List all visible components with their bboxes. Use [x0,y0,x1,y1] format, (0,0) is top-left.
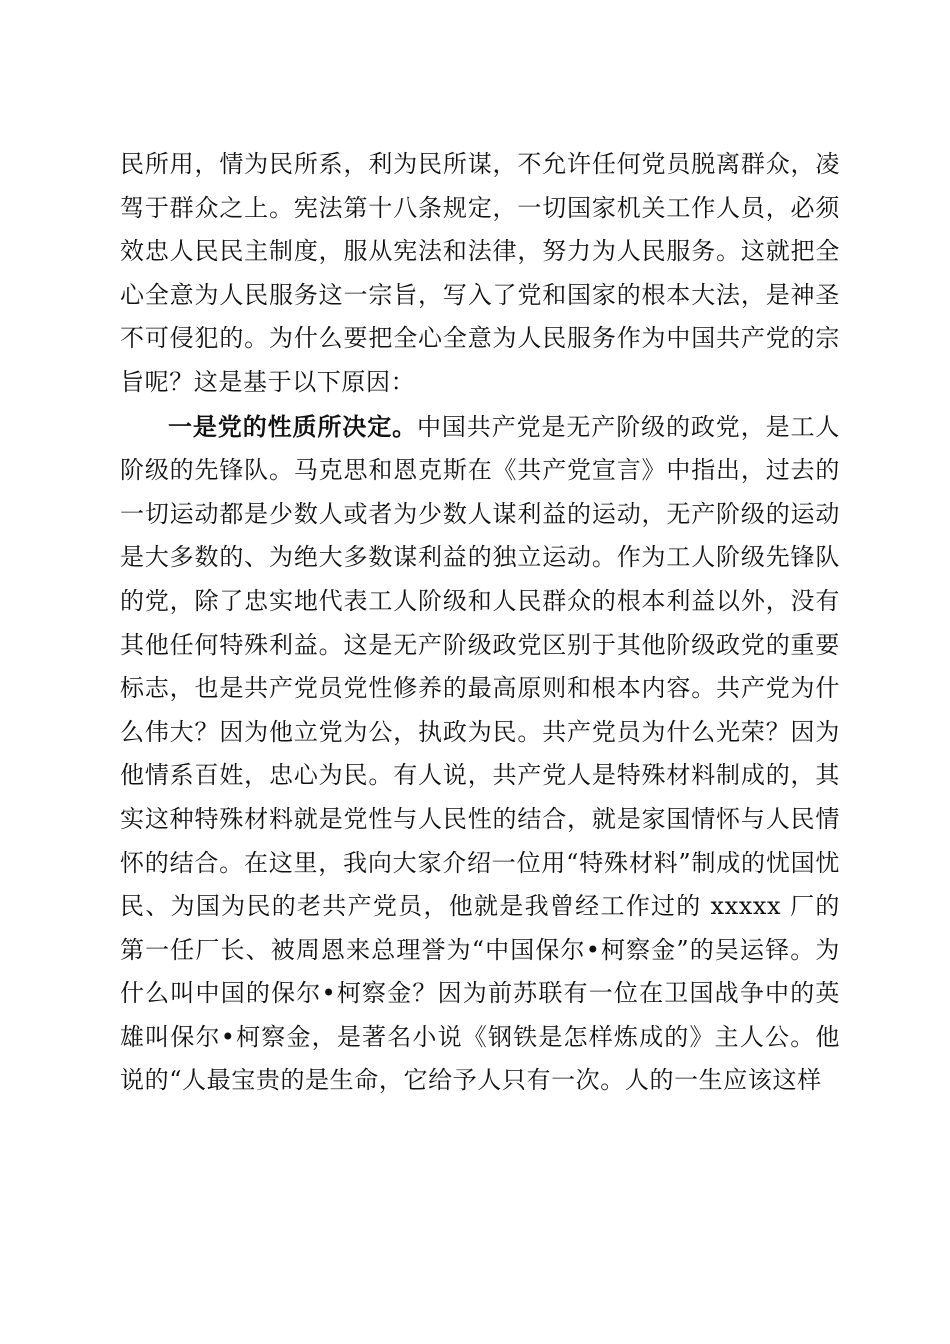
paragraph-1: 民所用，情为民所系，利为民所谋，不允许任何党员脱离群众，凌驾于群众之上。宪法第十八条规定，一切国家机关工作人员，必须效忠人民民主制度，服从宪法和法律，努力为人民服务。这就把全心全意为人民服务这一宗旨，写入了党和国家的根本大法，是神圣不可侵犯的。为什么要把全心全意为人民服务作为中国共产党的宗旨呢？这是基于以下原因： [120,150,840,396]
paragraph-2-lead: 一是党的性质所决定。 [168,411,417,441]
body-text [120,143,840,1103]
paragraph-2 [120,405,840,1104]
paragraph-2-body: 中国共产党是无产阶级的政党，是工人阶级的先锋队。马克思和恩克斯在《共产党宣言》中指出，过去的一切运动都是少数人或者为少数人谋利益的运动，无产阶级的运动是大多数的、为绝大多数谋利益的独立运动。作为工人阶级先锋队的党，除了忠实地代表工人阶级和人民群众的根本利益以外，没有其他任何特殊利益。这是无产阶级政党区别于其他阶级政党的重要标志，也是共产党员党性修养的最高原则和根本内容。共产党为什么伟大？因为他立党为公，执政为民。共产党员为什么光荣？因为他情系百姓，忠心为民。有人说，共产党人是特殊材料制成的，其实这种特殊材料就是党性与人民性的结合，就是家国情怀与人民情怀的结合。在这里，我向大家介绍一位用“特殊材料”制成的忧国忧民、为国为民的老共产党员，他就是我曾经工作过的 xxxxx 厂的第一任厂长、被周恩来总理誉为“中国保尔•柯察金”的吴运铎。为什么叫中国的保尔•柯察金？因为前苏联有一位在卫国战争中的英雄叫保尔•柯察金，是著名小说《钢铁是怎样炼成的》主人公。他说的“人最宝贵的是生命，它给予人只有一次。人的一生应该这样 [120,412,840,1095]
